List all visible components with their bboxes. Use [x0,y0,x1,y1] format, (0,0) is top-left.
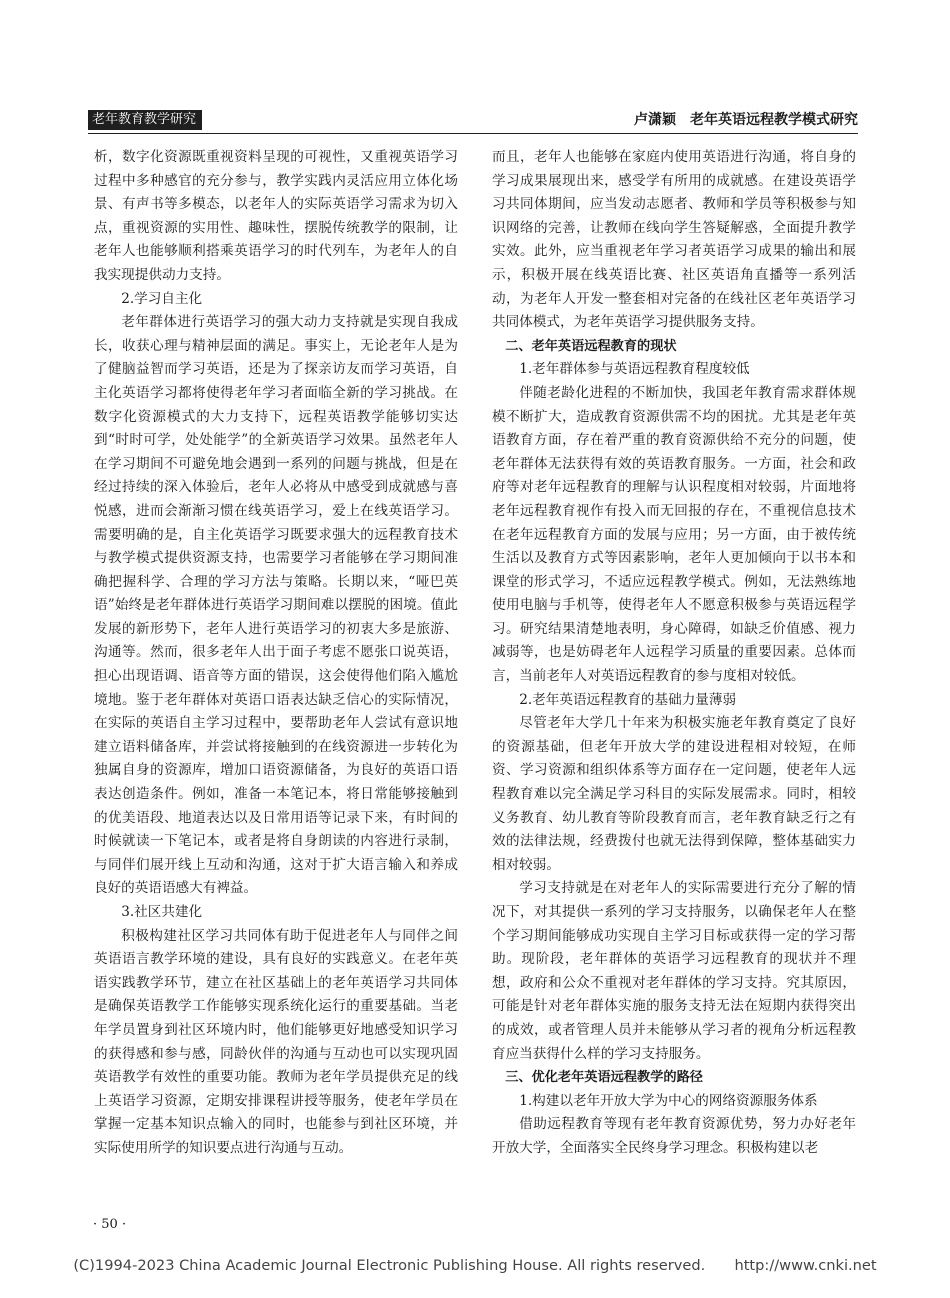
article-running-title: 卢潇颖 老年英语远程教学模式研究 [634,112,858,128]
subsection-heading: 1.构建以老年开放大学为中心的网络资源服务体系 [519,1092,818,1109]
paragraph: 借助远程教育等现有老年教育资源优势，努力办好老年开放大学，全面落实全民终身学习理念。积极构建以老 [492,1116,856,1156]
header-divider [88,133,858,134]
running-header [88,110,858,132]
subsection-heading: 1.老年群体参与英语远程教育程度较低 [519,361,750,378]
section-heading: 三、优化老年英语远程教学的路径 [505,1070,703,1086]
subsection-heading: 3.社区共建化 [121,904,203,920]
paragraph: 老年群体进行英语学习的强大动力支持就是实现自我成长，收获心理与精神层面的满足。事实上，无论老年人是为了健脑益智而学习英语，还是为了探亲访友而学习英语，自主化英语学习都将使得老年学习者面临全新的学习挑战。在数字化资源模式的大力支持下，远程英语教学能够切实达到“时时可学，处处能学”的全新英语学习效果。虽然老年人在学习期间不可避免地会遇到一系列的问题与挑战，但是在经过持续的深入体验后，老年人必将从中感受到成就感与喜悦感，进而会渐渐习惯在线英语学习，爱上在线英语学习。需要明确的是，自主化英语学习既要求强大的远程教育技术与教学模式提供资源支持，也需要学习者能够在学习期间准确把握科学、合理的学习方法与策略。长期以来，“哑巴英语”始终是老年群体进行英语学习期间难以摆脱的困境。值此发展的新形势下，老年人进行英语学习的初衷大多是旅游、沟通等。然而，很多老年人出于面子考虑不愿张口说英语，担心出现语调、语音等方面的错误，这会使得他们陷入尴尬境地。鉴于老年群体对英语口语表达缺乏信心的实际情况，在实际的英语自主学习过程中，要帮助老年人尝试有意识地建立语料储备库，并尝试将接触到的在线资源进一步转化为独属自身的资源库，增加口语资源储备，为良好的英语口语表达创造条件。例如，准备一本笔记本，将日常能够接触到的优美语段、地道表达以及日常用语等记录下来，有时间的时候就读一下笔记本，或者是将自身朗读的内容进行录制，与同伴们展开线上互动和沟通，这对于扩大语言输入和养成良好的英语语感大有裨益。 [94,314,458,897]
paragraph: 伴随老龄化进程的不断加快，我国老年教育需求群体规模不断扩大，造成教育资源供需不均的困扰。尤其是老年英语教育方面，存在着严重的教育资源供给不充分的问题，使老年群体无法获得有效的英语教育服务。一方面，社会和政府等对老年远程教育的理解与认识程度相对较弱，片面地将老年远程教育视作有投入而无回报的存在，不重视信息技术在老年远程教育方面的发展与应用；另一方面，由于被传统生活以及教育方式等因素影响，老年人更加倾向于以书本和课堂的形式学习，不适应远程教学模式。例如，无法熟练地使用电脑与手机等，使得老年人不愿意积极参与英语远程学习。研究结果清楚地表明，身心障碍，如缺乏价值感、视力减弱等，也是妨碍老年人远程学习质量的重要因素。总体而言，当前老年人对英语远程教育的参与度相对较低。 [492,384,856,685]
subsection-heading: 2.学习自主化 [121,290,203,307]
subsection-heading: 2.老年英语远程教育的基础力量薄弱 [519,691,737,708]
paragraph: 学习支持就是在对老年人的实际需要进行充分了解的情况下，对其提供一系列的学习支持服务，以确保老年人在整个学习期间能够成功实现自主学习目标或获得一定的学习帮助。现阶段，老年群体的英语学习远程教育的现状并不理想，政府和公众不重视对老年群体的学习支持。究其原因，可能是针对老年群体实施的服务支持无法在短期内获得突出的成效，或者管理人员并未能够从学习者的视角分析远程教育应当获得什么样的学习支持服务。 [492,880,856,1062]
left-column [94,146,458,1161]
paragraph: 积极构建社区学习共同体有助于促进老年人与同伴之间英语语言教学环境的建设，具有良好的实践意义。在老年英语实践教学环节，建立在社区基础上的老年英语学习共同体是确保英语教学工作能够实现系统化运行的重要基础。当老年学员置身到社区环境内时，他们能够更好地感受知识学习的获得感和参与感，同龄伙伴的沟通与互动也可以实现巩固英语教学有效性的重要功能。教师为老年学员提供充足的线上英语学习资源，定期安排课程讲授等服务，使老年学员在掌握一定基本知识点输入的同时，也能参与到社区环境，并实际使用所学的知识要点进行沟通与互动。 [94,927,458,1156]
section-heading: 二、老年英语远程教育的现状 [505,338,677,354]
paragraph: 析，数字化资源既重视资料呈现的可视性，又重视英语学习过程中多种感官的充分参与，教学实践内灵活应用立体化场景、有声书等多模态，以老年人的实际英语学习需求为切入点，重视资源的实用性、趣味性，摆脱传统教学的限制，让老年人也能够顺利搭乘英语学习的时代列车，为老年人的自我实现提供动力支持。 [94,149,458,283]
journal-name: 老年教育教学研究 [88,110,202,130]
copyright-footer: (C)1994-2023 China Academic Journal Electronic Publishing House. All rights reserved. http://www.cnki.net [73,1257,877,1274]
paragraph: 尽管老年大学几十年来为积极实施老年教育奠定了良好的资源基础，但老年开放大学的建设进程相对较短，在师资、学习资源和组织体系等方面存在一定问题，使老年人远程教育难以完全满足学习科目的实际发展需求。同时，相较义务教育、幼儿教育等阶段教育而言，老年教育缺乏行之有效的法律法规，经费拨付也就无法得到保障，整体基础实力相对较弱。 [492,715,856,873]
page-number: · 50 · [93,1217,127,1232]
paragraph: 而且，老年人也能够在家庭内使用英语进行沟通，将自身的学习成果展现出来，感受学有所用的成就感。在建设英语学习共同体期间，应当发动志愿者、教师和学员等积极参与知识网络的完善，让教师在线向学生答疑解惑，全面提升教学实效。此外，应当重视老年学习者英语学习成果的输出和展示，积极开展在线英语比赛、社区英语角直播等一系列活动，为老年人开发一整套相对完备的在线社区老年英语学习共同体模式，为老年英语学习提供服务支持。 [492,149,856,331]
right-column [492,146,856,1161]
